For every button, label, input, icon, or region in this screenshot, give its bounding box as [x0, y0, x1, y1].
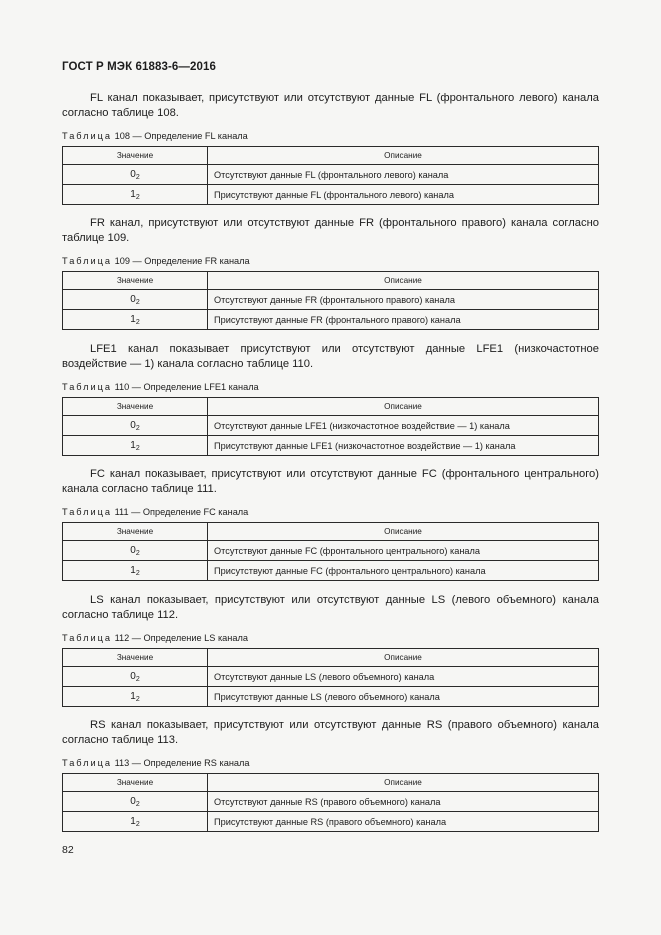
- value-base: 2: [135, 695, 140, 703]
- value-cell: [63, 185, 208, 205]
- value-base: 2: [135, 675, 140, 683]
- header-description: Описание: [208, 147, 599, 165]
- table-row: [63, 792, 599, 812]
- table-caption: [62, 758, 599, 768]
- paragraph: FR канал, присутствуют или отсутствуют данные FR (фронтального правого) канала согласно таблице 109.: [62, 217, 599, 244]
- table-110: [62, 397, 599, 456]
- header-row: [63, 147, 599, 165]
- caption-word: Таблица: [62, 382, 113, 392]
- header-row: [63, 649, 599, 667]
- value-digit: 0: [130, 419, 136, 431]
- value-cell: [63, 667, 208, 687]
- value-base: 2: [135, 549, 140, 557]
- description-cell: Присутствуют данные LFE1 (низкочастотное воздействие — 1) канала: [208, 436, 599, 456]
- caption-word: Таблица: [62, 633, 113, 643]
- header-row: [63, 523, 599, 541]
- description-cell: Присутствуют данные FC (фронтального центрального) канала: [208, 561, 599, 581]
- caption-text: 108 — Определение FL канала: [114, 131, 248, 141]
- caption-text: 110 — Определение LFE1 канала: [114, 382, 259, 392]
- header-description: Описание: [208, 523, 599, 541]
- paragraph: FC канал показывает, присутствуют или отсутствуют данные FC (фронтального центрального) канала согласно таблице 111.: [62, 468, 599, 495]
- table-row: [63, 165, 599, 185]
- value-cell: [63, 310, 208, 330]
- paragraph: LFE1 канал показывает присутствуют или отсутствуют данные LFE1 (низкочастотное воздействие — 1) канала согласно таблице 110.: [62, 343, 599, 370]
- value-digit: 0: [130, 293, 136, 305]
- value-base: 2: [135, 318, 140, 326]
- value-cell: [63, 416, 208, 436]
- paragraph: FL канал показывает, присутствуют или отсутствуют данные FL (фронтального левого) канала согласно таблице 108.: [62, 92, 599, 119]
- table-caption: [62, 633, 599, 643]
- value-base: 2: [135, 444, 140, 452]
- value-base: 2: [135, 173, 140, 181]
- value-digit: 0: [130, 168, 136, 180]
- header-row: [63, 398, 599, 416]
- caption-text: 111 — Определение FC канала: [114, 507, 249, 517]
- table-112: [62, 648, 599, 707]
- caption-word: Таблица: [62, 507, 113, 517]
- value-base: 2: [135, 569, 140, 577]
- description-cell: Отсутствуют данные LFE1 (низкочастотное воздействие — 1) канала: [208, 416, 599, 436]
- description-cell: Присутствуют данные FL (фронтального левого) канала: [208, 185, 599, 205]
- value-digit: 0: [130, 544, 136, 556]
- table-caption: [62, 131, 599, 141]
- page-number: 82: [62, 844, 74, 856]
- value-base: 2: [135, 424, 140, 432]
- table-row: [63, 310, 599, 330]
- section-fl: [62, 91, 599, 205]
- value-base: 2: [135, 298, 140, 306]
- value-base: 2: [135, 820, 140, 828]
- value-cell: [63, 792, 208, 812]
- table-caption: [62, 256, 599, 266]
- table-row: [63, 290, 599, 310]
- caption-text: 113 — Определение RS канала: [114, 758, 250, 768]
- header-value: Значение: [63, 523, 208, 541]
- table-row: [63, 687, 599, 707]
- value-cell: [63, 541, 208, 561]
- description-cell: Присутствуют данные RS (правого объемного) канала: [208, 812, 599, 832]
- header-value: Значение: [63, 774, 208, 792]
- value-digit: 1: [130, 188, 136, 200]
- header-row: [63, 272, 599, 290]
- value-cell: [63, 687, 208, 707]
- value-digit: 1: [130, 690, 136, 702]
- caption-word: Таблица: [62, 758, 113, 768]
- table-108: [62, 146, 599, 205]
- value-digit: 1: [130, 564, 136, 576]
- value-cell: [63, 812, 208, 832]
- value-cell: [63, 561, 208, 581]
- value-cell: [63, 436, 208, 456]
- section-fr: [62, 216, 599, 330]
- section-fc: [62, 467, 599, 581]
- value-cell: [63, 290, 208, 310]
- value-digit: 0: [130, 670, 136, 682]
- value-digit: 1: [130, 313, 136, 325]
- caption-text: 112 — Определение LS канала: [114, 633, 248, 643]
- table-row: [63, 812, 599, 832]
- description-cell: Отсутствуют данные FR (фронтального правого) канала: [208, 290, 599, 310]
- description-cell: Отсутствуют данные LS (левого объемного) канала: [208, 667, 599, 687]
- header-description: Описание: [208, 398, 599, 416]
- caption-word: Таблица: [62, 256, 113, 266]
- header-description: Описание: [208, 774, 599, 792]
- section-ls: [62, 593, 599, 707]
- description-cell: Отсутствуют данные FC (фронтального центрального) канала: [208, 541, 599, 561]
- description-cell: Присутствуют данные FR (фронтального правого) канала: [208, 310, 599, 330]
- table-row: [63, 541, 599, 561]
- standard-header: ГОСТ Р МЭК 61883-6—2016: [62, 61, 216, 73]
- header-row: [63, 774, 599, 792]
- header-value: Значение: [63, 147, 208, 165]
- section-rs: [62, 718, 599, 832]
- table-row: [63, 416, 599, 436]
- value-base: 2: [135, 800, 140, 808]
- value-digit: 0: [130, 795, 136, 807]
- table-row: [63, 561, 599, 581]
- table-111: [62, 522, 599, 581]
- description-cell: Отсутствуют данные FL (фронтального левого) канала: [208, 165, 599, 185]
- header-value: Значение: [63, 398, 208, 416]
- table-caption: [62, 382, 599, 392]
- header-value: Значение: [63, 649, 208, 667]
- value-digit: 1: [130, 815, 136, 827]
- table-row: [63, 436, 599, 456]
- table-row: [63, 185, 599, 205]
- description-cell: Присутствуют данные LS (левого объемного) канала: [208, 687, 599, 707]
- paragraph: RS канал показывает, присутствуют или отсутствуют данные RS (правого объемного) канала согласно таблице 113.: [62, 719, 599, 746]
- header-value: Значение: [63, 272, 208, 290]
- paragraph: LS канал показывает, присутствуют или отсутствуют данные LS (левого объемного) канала согласно таблице 112.: [62, 594, 599, 621]
- header-description: Описание: [208, 649, 599, 667]
- table-row: [63, 667, 599, 687]
- caption-text: 109 — Определение FR канала: [114, 256, 250, 266]
- table-109: [62, 271, 599, 330]
- value-digit: 1: [130, 439, 136, 451]
- section-lfe1: [62, 342, 599, 456]
- header-description: Описание: [208, 272, 599, 290]
- table-caption: [62, 507, 599, 517]
- value-cell: [63, 165, 208, 185]
- caption-word: Таблица: [62, 131, 113, 141]
- table-113: [62, 773, 599, 832]
- value-base: 2: [135, 193, 140, 201]
- description-cell: Отсутствуют данные RS (правого объемного) канала: [208, 792, 599, 812]
